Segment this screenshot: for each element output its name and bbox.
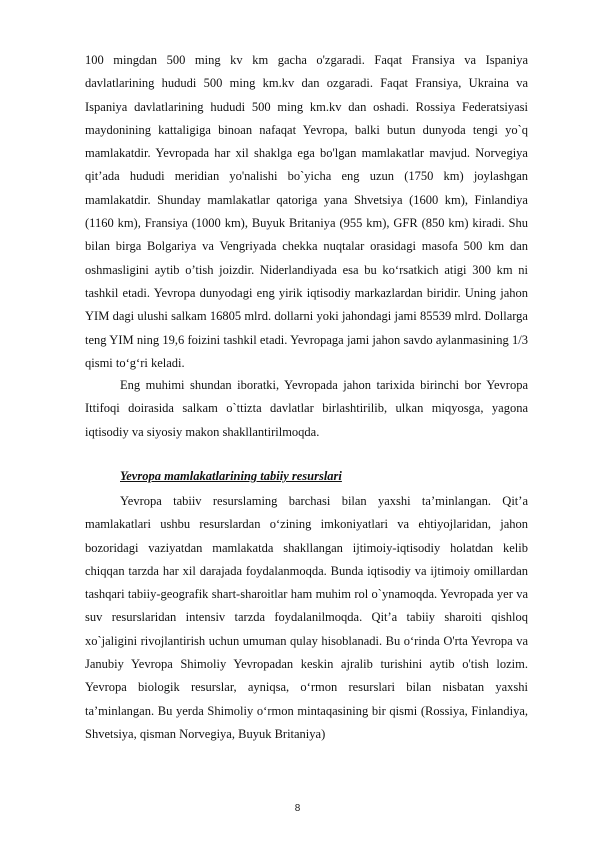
paragraph-natural-resources: Yevropa tabiiv resurslaming barchasi bilan yaxshi ta’minlangan. Qit’a mamlakatlari ushbu resurslardan o‘zining imkoniyatlari va ehtiyojlaridan, jahon bozoridagi vaziyatdan mamlakatda shakllangan ijtimoiy-iqtisodiy holatdan kelib chiqqan tarzda har xil darajada foydalanmoqda. Bunda iqtisodiy va ijtimoiy omillardan tashqari tabiiy-geografik shart-sharoitlar ham muhim rol o`ynamoqda. Yevropada yer va suv resurslaridan intensiv tarzda foydalanilmoqda. Qit’a tabiiy sharoiti qishloq xo`jaligini rivojlantirish uchun umuman qulay hisoblanadi. Bu o‘rinda O'rta Yevropa va Janubiy Yevropa Shimoliy Yevropadan keskin ajralib turishini aytib o'tish lozim. Yevropa biologik resurslar, ayniqsa, o‘rmon resurslari bilan nisbatan yaxshi ta’minlangan. Bu yerda Shimoliy o‘rmon mintaqasining bir qismi (Rossiya, Finlandiya, Shvetsiya, qisman Norvegiya, Buyuk Britaniya) [85,494,528,741]
paragraph-territory: 100 mingdan 500 ming kv km gacha o'zgaradi. Faqat Fransiya va Ispaniya davlatlarining hududi 500 ming km.kv dan ozgaradi. Faqat Fransiya, Ukraina va Ispaniya davlatlarining hududi 500 ming km.kv dan oshadi. Rossiya Federatsiyasi maydonining kattaligiga binoan nafaqat Yevropa, balki butun dunyoda tengi yo`q mamlakatdir. Yevropada har xil shaklga ega bo'lgan mamlakatlar mavjud. Norvegiya qit’ada hududi meridian yo'nalishi bo`yicha eng uzun (1750 km) joylashgan mamlakatdir. Shunday mamlakatlar qatoriga yana Shvetsiya (1600 km), Finlandiya (1160 km), Fransiya (1000 km), Buyuk Britaniya (955 km), GFR (850 km) kiradi. Shu bilan birga Bolgariya va Vengriyada chekka nuqtalar orasidagi masofa 500 km dan oshmasligini aytib o’tish joizdir. Niderlandiyada esa bu ko‘rsatkich atigi 300 km ni tashkil etadi. Yevropa dunyodagi eng yirik iqtisodiy markazlardan biridir. Uning jahon YIM dagi ulushi salkam 16805 mlrd. dollarni yoki jahondagi jami 85539 mlrd. Dollarga teng YIM ning 19,6 foizini tashkil etadi. Yevropaga jami jahon savdo aylanmasining 1/3 qismi to‘g‘ri keladi. [85,53,528,370]
paragraph-european-union: Eng muhimi shundan iboratki, Yevropada jahon tarixida birinchi bor Yevropa Ittifoqi doirasida salkam o`ttizta davlatlar birlashtirilib, ulkan miqyosga, yagona iqtisodiy va siyosiy makon shakllantirilmoqda. [85,378,528,439]
section-heading: Yevropa mamlakatlarining tabiiy resurslari [120,469,342,483]
page-number: 8 [294,803,301,814]
